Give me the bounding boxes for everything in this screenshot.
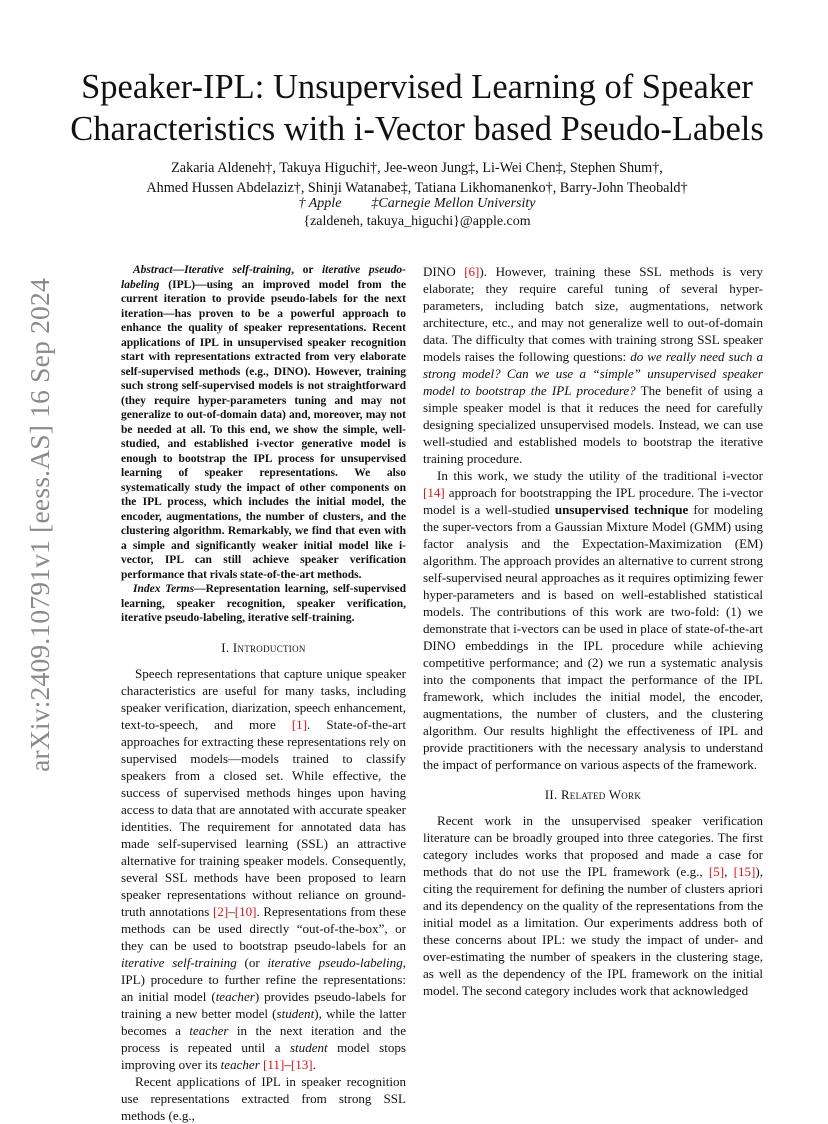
citation-link[interactable]: [15] bbox=[733, 864, 756, 879]
paper-title bbox=[60, 66, 774, 150]
citation-link[interactable]: [2] bbox=[212, 903, 229, 919]
citation-link[interactable]: [1] bbox=[291, 716, 308, 732]
affiliation-cmu: ‡Carnegie Mellon University bbox=[371, 196, 536, 211]
contact-email: {zaldeneh, takuya_higuchi}@apple.com bbox=[303, 214, 531, 229]
title-line-1: Speaker-IPL: Unsupervised Learning of Speaker bbox=[81, 68, 753, 106]
arxiv-identifier: arXiv:2409.10791v1 [eess.AS] 16 Sep 2024 bbox=[24, 278, 56, 772]
title-line-2: Characteristics with i-Vector based Pseudo-Labels bbox=[70, 110, 764, 148]
related-work-paragraph-1: Recent work in the unsupervised speaker verification literature can be broadly grouped into three categories. The first category includes works that proposed and made a case for methods that do not use the IPL framework (e.g., [5], [15]), citing the requirement for defining the number of clusters apriori and its dependency on the quality of the representations from the initial model as a limitation. Our experiments address both of these concerns about IPL: we study the impact of under- and over-estimating the number of speakers in the clustering stage, as well as the dependency of the IPL framework on the initial model. The second category includes work that acknowledged bbox=[423, 813, 763, 998]
author-list bbox=[60, 158, 774, 198]
index-terms-label: Index Terms bbox=[133, 583, 195, 595]
abstract-text: (IPL)—using an improved model from the current iteration to provide pseudo-labels for the next iteration—has proven to be a powerful approach to enhance the quality of speaker representations. Recent applications of IPL in unsupervised speaker recognition start with representations extracted from very elaborate self-supervised methods (e.g., DINO). However, training such strong self-supervised models is not straightforward (they require hyper-parameters tuning and may not generalize to out-of-domain data) and, moreover, may not be needed at all. To this end, we show the simple, well-studied, and established i-vector generative model is enough to bootstrap the IPL process for unsupervised learning of speaker representations. We also systematically study the impact of other components on the IPL process, which includes the initial model, the encoder, augmentations, the number of clusters, and the clustering algorithm. Remarkably, we find that even with a simple and significantly weaker initial model like i-vector, IPL can still achieve speaker verification performance that rivals state-of-the-art methods. bbox=[121, 278, 406, 581]
citation-link[interactable]: [10] bbox=[234, 903, 257, 919]
abstract-label: Abstract bbox=[133, 264, 173, 276]
section-heading-introduction: I. Introduction bbox=[221, 640, 306, 655]
authors-line-2: Ahmed Hussen Abdelaziz†, Shinji Watanabe‡, Tatiana Likhomanenko†, Barry-John Theobald† bbox=[146, 180, 688, 196]
index-terms-text: —Representation learning, self-supervised learning, speaker recognition, speaker verification, iterative pseudo-labeling, iterative self-training. bbox=[121, 583, 406, 624]
citation-link[interactable]: [11] bbox=[263, 1056, 285, 1072]
intro-paragraph-2: Recent applications of IPL in speaker recognition use representations extracted from strong SSL methods (e.g., bbox=[121, 1073, 406, 1123]
citation-link[interactable]: [6] bbox=[464, 264, 480, 279]
abstract: Abstract—Iterative self-training, or iterative pseudo-labeling (IPL)—using an improved model from the current iteration to provide pseudo-labels for the next iteration—has proven to be a powerful approach to enhance the quality of speaker representations. Recent applications of IPL in unsupervised speaker recognition start with representations extracted from very elaborate self-supervised methods (e.g., DINO). However, training such strong self-supervised models is not straightforward (they require hyper-parameters tuning and may not generalize to out-of-domain data) and, moreover, may not be needed at all. To this end, we show the simple, well-studied, and established i-vector generative model is enough to bootstrap the IPL process for unsupervised learning of speaker representations. We also systematically study the impact of other components on the IPL process, which includes the initial model, the encoder, augmentations, the number of clusters, and the clustering algorithm. Remarkably, we find that even with a simple and significantly weaker initial model like i-vector, IPL can still achieve speaker verification performance that rivals state-of-the-art methods. bbox=[121, 264, 406, 581]
intro-paragraph-3: In this work, we study the utility of the traditional i-vector [14] approach for bootstrapping the IPL procedure. The i-vector model is a well-studied unsupervised technique for modeling the super-vectors from a Gaussian Mixture Model (GMM) using factor analysis and the Expectation-Maximization (EM) algorithm. The approach provides an alternative to current strong self-supervised neural approaches as it requires optimizing fewer hyper-parameters and is based on well-established statistical models. The contributions of this work are two-fold: (1) we demonstrate that i-vectors can be used in place of state-of-the-art DINO embeddings in the IPL procedure while achieving competitive performance; and (2) we run a systematic analysis into the components that impact the performance of the IPL framework, which includes the initial model, the encoder, augmentations, the number of clusters, and the clustering algorithm. Our results highlight the effectiveness of IPL and provide practitioners with the necessary analysis to understand the impact of performance on various aspects of the framework. bbox=[423, 468, 763, 772]
section-heading-related-work: II. Related Work bbox=[544, 788, 642, 802]
left-column bbox=[121, 263, 406, 1124]
arxiv-sidebar bbox=[22, 280, 58, 770]
affiliations bbox=[60, 195, 774, 213]
affiliation-apple: † Apple bbox=[298, 196, 342, 211]
citation-link[interactable]: [5] bbox=[708, 864, 725, 879]
intro-paragraph-1: Speech representations that capture unique speaker characteristics are useful for many tasks, including speaker verification, diarization, speech enhancement, text-to-speech, and more [1]. State-of-the-art approaches for extracting these representations rely on supervised models—models trained to classify speakers from a closed set. While effective, the success of supervised methods hinges upon having access to data that are annotated with accurate speaker identities. The requirement for annotated data has made self-supervised learning (SSL) an attractive alternative for training speaker models. Consequently, several SSL methods have been proposed to learn speaker representations without reliance on ground-truth annotations [2]–[10]. Representations from these methods can be used directly “out-of-the-box”, or they can be used to bootstrap pseudo-labels for an iterative self-training (or iterative pseudo-labeling, IPL) procedure to further refine the representations: an initial model (teacher) provides pseudo-labels for training a new better model (student), while the latter becomes a teacher in the next iteration and the process is repeated until a student model stops improving over its teacher [11]–[13]. bbox=[121, 665, 407, 1072]
index-terms bbox=[121, 582, 406, 626]
intro-paragraph-2-continued: DINO [6]). However, training these SSL methods is very elaborate; they require careful tuning of several hyper-parameters, including batch size, augmentations, network architecture, etc., and may not generalize well to out-of-domain data. The difficulty that comes with training strong SSL speaker models raises the following questions: do we really need such a strong model? Can we use a “simple” unsupervised speaker model to bootstrap the IPL procedure? The benefit of using a simple speaker model is that it reduces the need for carefully designing specialized unsupervised models. Instead, we can use well-studied and established models to bootstrap the iterative training procedure. bbox=[423, 264, 764, 466]
right-column bbox=[423, 263, 763, 999]
citation-link[interactable]: [13] bbox=[290, 1056, 313, 1072]
citation-link[interactable]: [14] bbox=[423, 485, 445, 500]
authors-line-1: Zakaria Aldeneh†, Takuya Higuchi†, Jee-weon Jung‡, Li-Wei Chen‡, Stephen Shum†, bbox=[171, 160, 663, 176]
